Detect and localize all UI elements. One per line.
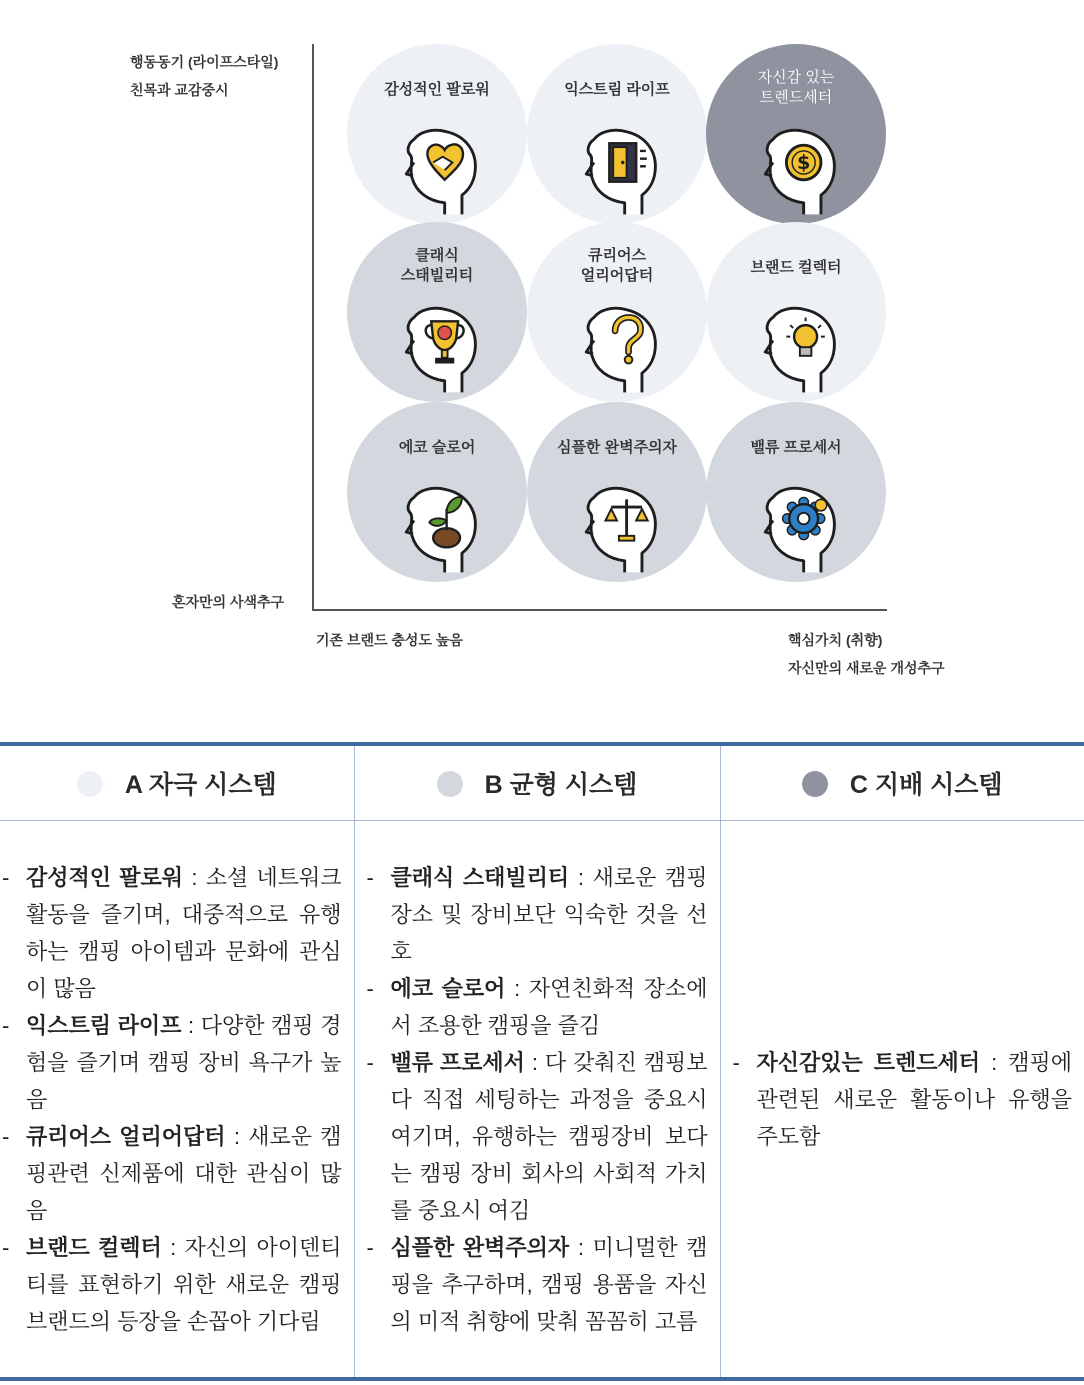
x-axis-line: [312, 609, 887, 611]
trophy-icon: [389, 306, 485, 403]
persona-label: 브랜드 컬렉터: [750, 259, 842, 276]
x-axis-left-label: 기존 브랜드 충성도 높음: [316, 632, 463, 648]
system-item-name: 큐리어스 얼리어답터: [26, 1123, 226, 1149]
system-item-name: 밸류 프로세서: [390, 1049, 525, 1075]
system-header: [0, 744, 354, 821]
system-item: [365, 970, 708, 1044]
system-item-desc: : 새로운 캠핑관련 신제품에 대한 관심이 많음: [26, 1123, 342, 1223]
persona-circle: [527, 44, 707, 224]
system-item-desc: : 다양한 캠핑 경험을 즐기며 캠핑 장비 욕구가 높음: [26, 1012, 342, 1112]
persona-circle: [347, 222, 527, 402]
x-axis-right-label-line1: 핵심가치 (취향): [788, 632, 883, 648]
system-item-list: [721, 1044, 1084, 1155]
system-item-desc: : 캠핑에 관련된 새로운 활동이나 유행을 주도함: [756, 1049, 1072, 1149]
system-item-list: [355, 859, 720, 1340]
persona-circle: [706, 44, 886, 224]
sprout-icon: [389, 486, 485, 583]
persona-label: 심플한 완벽주의자: [556, 439, 678, 456]
question-mark-icon: [569, 306, 665, 403]
svg-text:$: $: [797, 151, 811, 175]
gear-icon: [748, 486, 844, 583]
y-axis-top-label: [130, 48, 278, 104]
system-item-name: 브랜드 컬렉터: [26, 1234, 162, 1260]
system-item: [0, 1118, 342, 1229]
system-title: A 자극 시스템: [124, 771, 277, 799]
system-item: [0, 1007, 342, 1118]
system-item-name: 익스트림 라이프: [26, 1012, 182, 1038]
dollar-coin-icon: [748, 128, 844, 225]
system-column: [0, 821, 354, 1380]
x-axis-right-label: [788, 626, 945, 682]
systems-table: [0, 742, 1084, 1381]
persona-circle: [527, 402, 707, 582]
door-icon: [569, 128, 665, 225]
system-item-name: 자신감있는 트렌드세터: [756, 1049, 981, 1075]
system-item: [365, 1229, 708, 1340]
system-dot-icon: [437, 771, 463, 797]
system-item-name: 클래식 스태빌리티: [390, 864, 570, 890]
system-item-desc: : 새로운 캠핑 장소 및 장비보단 익숙한 것을 선호: [390, 864, 708, 964]
persona-label: 자신감 있는 트렌드세터: [757, 69, 835, 106]
persona-label: 에코 슬로어: [398, 439, 476, 456]
system-item-desc: : 소셜 네트워크 활동을 즐기며, 대중적으로 유행하는 캠핑 아이템과 문화에 관심이 많음: [26, 864, 342, 1001]
system-item-name: 에코 슬로어: [390, 975, 506, 1001]
persona-circle: [706, 402, 886, 582]
system-item: [0, 859, 342, 1007]
persona-circle: [347, 402, 527, 582]
persona-label: 익스트림 라이프: [564, 81, 670, 98]
systems-table-header: [0, 744, 1084, 821]
system-item-name: 감성적인 팔로워: [26, 864, 184, 890]
system-title: C 지배 시스템: [849, 771, 1003, 799]
system-title: B 균형 시스템: [484, 771, 638, 799]
light-bulb-icon: [748, 306, 844, 403]
persona-label: 클래식 스태빌리티: [400, 247, 474, 284]
persona-circle: [347, 44, 527, 224]
systems-table-body: [0, 821, 1084, 1380]
system-item: [731, 1044, 1073, 1155]
system-item: [365, 859, 708, 970]
system-item-desc: : 자신의 아이덴티티를 표현하기 위한 새로운 캠핑 브랜드의 등장을 손꼽아 기다림: [26, 1234, 342, 1334]
system-column: [354, 821, 720, 1380]
system-item-desc: : 미니멀한 캠핑을 추구하며, 캠핑 용품을 자신의 미적 취향에 맞춰 꼼꼼히 고름: [390, 1234, 708, 1334]
y-axis-line: [312, 44, 314, 611]
y-axis-top-label-line2: 친목과 교감중시: [130, 82, 229, 98]
balance-scale-icon: [569, 486, 665, 583]
persona-label: 밸류 프로세서: [750, 439, 842, 456]
system-item: [365, 1044, 708, 1229]
system-item-desc: : 다 갖춰진 캠핑보다 직접 세팅하는 과정을 중요시 여기며, 유행하는 캠핑장비 보다는 캠핑 장비 회사의 사회적 가치를 중요시 여김: [390, 1049, 708, 1223]
system-item: [0, 1229, 342, 1340]
persona-circle: [527, 222, 707, 402]
system-header: [720, 744, 1084, 821]
y-axis-bottom-label: 혼자만의 사색추구: [172, 594, 285, 610]
system-item-name: 심플한 완벽주의자: [390, 1234, 570, 1260]
system-header: [354, 744, 720, 821]
system-dot-icon: [802, 771, 828, 797]
persona-label: 감성적인 팔로워: [384, 81, 490, 98]
handshake-heart-icon: [389, 128, 485, 225]
system-item-list: [0, 859, 354, 1340]
persona-circle: [706, 222, 886, 402]
y-axis-top-label-line1: 행동동기 (라이프스타일): [130, 54, 279, 70]
persona-label: 큐리어스 얼리어답터: [580, 247, 654, 284]
system-dot-icon: [77, 771, 103, 797]
x-axis-right-label-line2: 자신만의 새로운 개성추구: [788, 660, 945, 676]
system-item-desc: : 자연친화적 장소에서 조용한 캠핑을 즐김: [390, 975, 708, 1038]
system-column: [720, 821, 1084, 1380]
